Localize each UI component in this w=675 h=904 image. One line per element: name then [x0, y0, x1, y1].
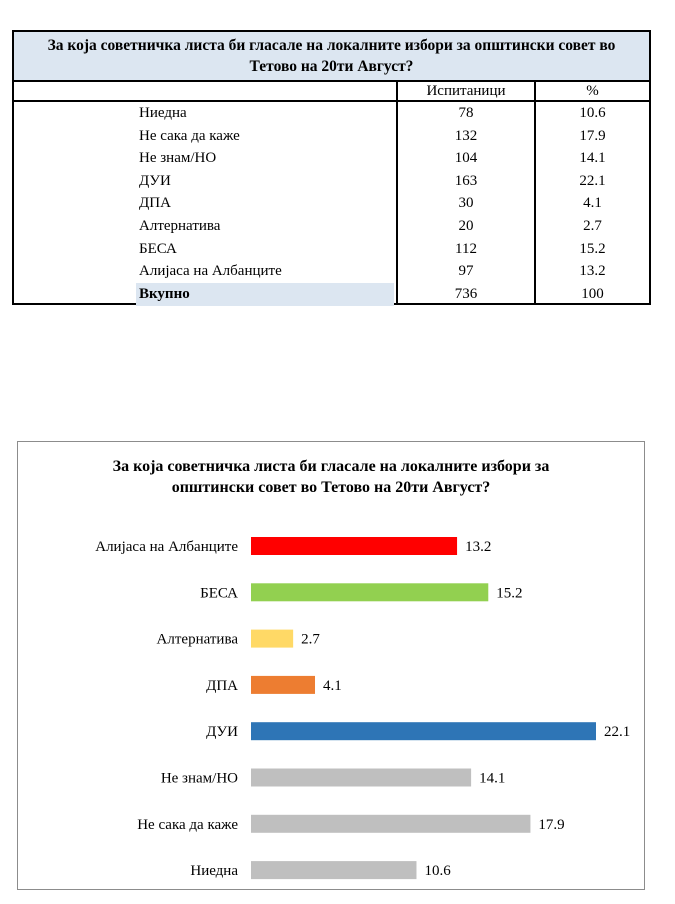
- header-pct: %: [586, 83, 599, 99]
- category-label: Алтернатива: [156, 631, 238, 648]
- row-count: 163: [454, 172, 478, 189]
- table-row: [14, 102, 649, 125]
- row-count: 30: [458, 195, 474, 212]
- row-pct: 14.1: [579, 150, 606, 167]
- bar: [251, 676, 315, 694]
- total-row: [14, 283, 649, 306]
- bar: [251, 583, 488, 601]
- row-pct: 17.9: [579, 127, 606, 144]
- table-row: [14, 215, 649, 238]
- table-row: [14, 125, 649, 148]
- row-label: ДПА: [139, 195, 171, 212]
- row-count: 132: [454, 127, 478, 144]
- total-count: 736: [454, 285, 478, 302]
- data-label: 14.1: [479, 770, 506, 787]
- total-pct: 100: [581, 285, 604, 302]
- bar: [251, 722, 596, 740]
- chart-title-line1: За која советничка листа би гласале на локалните избори за: [112, 458, 550, 475]
- bar: [251, 769, 471, 787]
- row-pct: 2.7: [583, 218, 602, 234]
- category-label: Ниедна: [190, 863, 238, 880]
- bar: [251, 537, 457, 555]
- bar: [251, 630, 293, 648]
- chart-title-line2: општински совет во Тетово на 20ти Август?: [171, 479, 491, 496]
- row-label: ДУИ: [139, 172, 171, 189]
- bar-chart: [17, 441, 645, 890]
- table-row: [14, 147, 649, 170]
- row-pct: 13.2: [579, 263, 606, 280]
- data-label: 17.9: [538, 816, 565, 833]
- row-pct: 10.6: [579, 105, 606, 121]
- category-label: БЕСА: [200, 585, 238, 602]
- row-count: 78: [458, 105, 474, 121]
- table-header: [14, 80, 649, 102]
- table-row: [14, 260, 649, 283]
- data-label: 22.1: [604, 724, 631, 741]
- row-label: Алтернатива: [139, 218, 221, 234]
- row-label: Не знам/НО: [139, 150, 217, 167]
- row-count: 104: [454, 150, 478, 167]
- bar: [251, 815, 530, 833]
- data-label: 2.7: [301, 631, 320, 648]
- category-label: ДПА: [206, 677, 238, 694]
- row-pct: 4.1: [583, 195, 602, 212]
- data-label: 10.6: [424, 863, 451, 880]
- survey-table: [12, 30, 651, 305]
- table-title-line2: Тетово на 20ти Август?: [249, 58, 414, 75]
- row-label: Ниедна: [139, 105, 187, 121]
- total-label: Вкупно: [139, 285, 190, 302]
- category-label: ДУИ: [206, 724, 238, 741]
- row-pct: 22.1: [579, 172, 606, 189]
- row-count: 20: [458, 218, 474, 234]
- table-title: [14, 32, 649, 80]
- category-label: Алијаса на Албанците: [95, 539, 238, 555]
- header-count: Испитаници: [396, 82, 536, 100]
- data-label: 13.2: [465, 539, 492, 555]
- table-row: [14, 192, 649, 215]
- table-row: [14, 238, 649, 261]
- row-label: Не сака да каже: [139, 127, 240, 144]
- bar: [251, 861, 416, 879]
- row-label: Алијаса на Албанците: [139, 263, 282, 280]
- table-row: [14, 170, 649, 193]
- data-label: 4.1: [323, 677, 342, 694]
- row-pct: 15.2: [579, 240, 606, 257]
- data-label: 15.2: [496, 585, 523, 602]
- table-title-line1: За која советничка листа би гласале на локалните избори за општински совет во: [47, 37, 616, 54]
- row-label: БЕСА: [139, 240, 177, 257]
- table-body: [14, 102, 649, 305]
- category-label: Не знам/НО: [160, 770, 238, 787]
- row-count: 97: [458, 263, 474, 280]
- category-label: Не сака да каже: [137, 816, 238, 833]
- row-count: 112: [455, 240, 477, 257]
- chart-plot-area: [18, 442, 644, 889]
